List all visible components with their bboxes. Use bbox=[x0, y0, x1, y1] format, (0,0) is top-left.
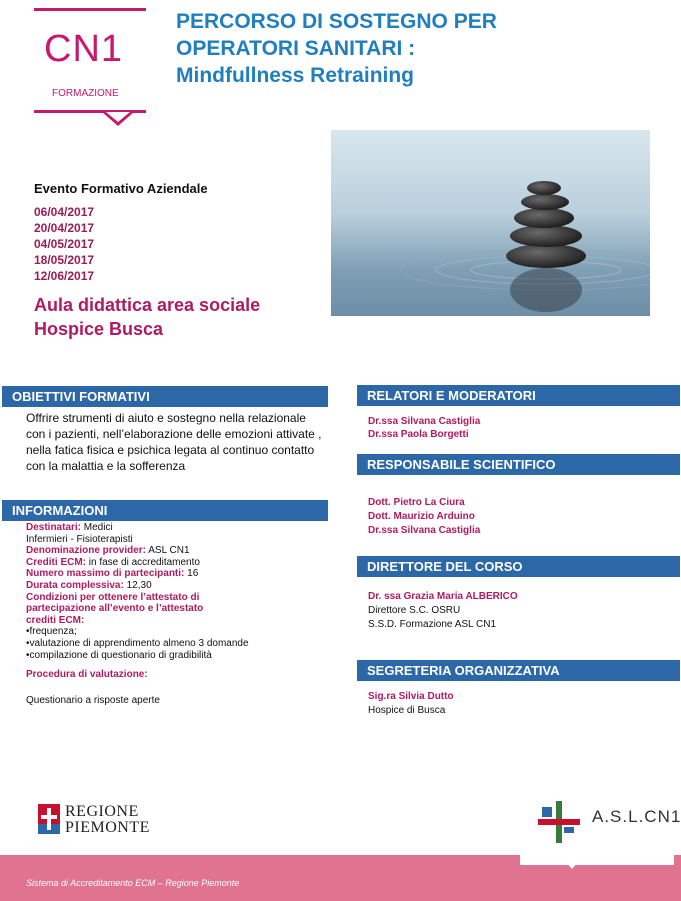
bullet-item: •valutazione di apprendimento almeno 3 domande bbox=[26, 637, 249, 649]
asl-cn1-logo bbox=[520, 785, 681, 865]
footer-text: Sistema di Accreditamento ECM – Regione Piemonte bbox=[26, 878, 240, 888]
responsabile-list bbox=[368, 496, 480, 538]
stones-illustration bbox=[331, 130, 650, 316]
bullet-text: compilazione di questionario di gradibilità bbox=[29, 649, 212, 661]
info-crediti bbox=[26, 557, 326, 569]
segreteria-place: Hospice di Busca bbox=[368, 705, 446, 716]
max-label: Numero massimo di partecipanti: bbox=[26, 568, 185, 580]
location-line-1: Aula didattica area sociale bbox=[34, 295, 261, 315]
logo-cn1-text: CN1 bbox=[44, 28, 124, 70]
procedura-value: Questionario a risposte aperte bbox=[26, 694, 160, 706]
event-dates bbox=[34, 204, 94, 284]
provider-label: Denominazione provider: bbox=[26, 545, 147, 557]
relatore-name: Dr.ssa Paola Borgetti bbox=[368, 429, 469, 440]
title-line-2: OPERATORI SANITARI : bbox=[176, 37, 416, 60]
info-durata bbox=[26, 580, 326, 592]
responsabile-name: Dott. Maurizio Arduino bbox=[368, 511, 475, 522]
durata-value: 12,30 bbox=[123, 579, 152, 591]
direttore-info bbox=[368, 590, 518, 632]
max-value: 16 bbox=[184, 568, 199, 580]
direttore-role-1: Direttore S.C. OSRU bbox=[368, 605, 461, 616]
relatori-header: RELATORI E MODERATORI bbox=[357, 385, 680, 406]
event-date: 12/06/2017 bbox=[34, 269, 95, 283]
segreteria-name: Sig.ra Silvia Dutto bbox=[368, 691, 454, 702]
crediti-label: Crediti ECM: bbox=[26, 556, 86, 568]
objectives-header: OBIETTIVI FORMATIVI bbox=[2, 386, 328, 407]
segreteria-header: SEGRETERIA ORGANIZZATIVA bbox=[357, 660, 680, 681]
event-date: 06/04/2017 bbox=[34, 205, 95, 219]
objectives-text: Offrire strumenti di aiuto e sostegno nella relazionale con i pazienti, nell’elaborazione delle emozioni attivate , nella fatica fisica e psichica legata al continuo contatto con la malattia e la sofferenza bbox=[26, 411, 322, 473]
direttore-header: DIRETTORE DEL CORSO bbox=[357, 556, 680, 577]
event-location bbox=[34, 293, 260, 341]
regione-text-1: REGIONE bbox=[65, 803, 139, 820]
event-date: 18/05/2017 bbox=[34, 253, 95, 267]
condizioni-line-1: Condizioni per ottenere l’attestato di bbox=[26, 591, 200, 603]
bullet-item: •compilazione di questionario di gradibilità bbox=[26, 649, 212, 661]
asl-text: A.S.L.CN1 bbox=[592, 807, 681, 826]
provider-value: ASL CN1 bbox=[146, 545, 190, 557]
asl-cross-icon bbox=[536, 799, 582, 845]
title-line-3: Mindfullness Retraining bbox=[176, 64, 415, 87]
event-date: 04/05/2017 bbox=[34, 237, 95, 251]
segreteria-info bbox=[368, 690, 454, 718]
info-provider bbox=[26, 545, 326, 557]
destinatari-line-2: Infermieri - Fisioterapisti bbox=[26, 533, 133, 545]
cn1-formazione-logo bbox=[34, 8, 150, 138]
logo-top-line bbox=[34, 8, 146, 11]
durata-label: Durata complessiva: bbox=[26, 579, 124, 591]
event-date: 20/04/2017 bbox=[34, 221, 95, 235]
relatore-name: Dr.ssa Silvana Castiglia bbox=[368, 416, 481, 427]
informazioni-header: INFORMAZIONI bbox=[2, 500, 328, 521]
relatori-list bbox=[368, 415, 480, 441]
page-title bbox=[176, 8, 656, 89]
crediti-value: in fase di accreditamento bbox=[86, 556, 200, 568]
info-destinatari bbox=[26, 522, 326, 534]
regione-cross-v bbox=[47, 808, 51, 830]
regione-piemonte-logo bbox=[38, 802, 148, 838]
zen-stones-photo bbox=[331, 130, 650, 316]
bullet-text: frequenza; bbox=[29, 626, 77, 638]
condizioni-line-3: crediti ECM: bbox=[26, 614, 85, 626]
procedura-label: Procedura di valutazione: bbox=[26, 669, 148, 681]
destinatari-value: Medici bbox=[81, 522, 113, 533]
informazioni-body bbox=[26, 522, 326, 706]
direttore-name: Dr. ssa Grazia Maria ALBERICO bbox=[368, 591, 518, 602]
regione-text-2: PIEMONTE bbox=[65, 819, 150, 836]
responsabile-name: Dr.ssa Silvana Castiglia bbox=[368, 525, 481, 536]
responsabile-name: Dott. Pietro La Ciura bbox=[368, 497, 465, 508]
event-heading: Evento Formativo Aziendale bbox=[34, 181, 208, 196]
bullet-text: valutazione di apprendimento almeno 3 domande bbox=[29, 637, 249, 649]
destinatari-label: Destinatari: bbox=[26, 522, 82, 533]
title-line-1: PERCORSO DI SOSTEGNO PER bbox=[176, 10, 497, 33]
bullet-item: •frequenza; bbox=[26, 626, 77, 638]
info-max bbox=[26, 568, 326, 580]
location-line-2: Hospice Busca bbox=[34, 319, 164, 339]
regione-cross-h bbox=[41, 815, 57, 819]
responsabile-header: RESPONSABILE SCIENTIFICO bbox=[357, 454, 680, 475]
logo-speech-tail-inner bbox=[106, 112, 130, 122]
condizioni-line-2: partecipazione all’evento e l’attestato bbox=[26, 603, 204, 615]
direttore-role-2: S.S.D. Formazione ASL CN1 bbox=[368, 619, 497, 630]
logo-formazione-text: FORMAZIONE bbox=[52, 88, 119, 99]
